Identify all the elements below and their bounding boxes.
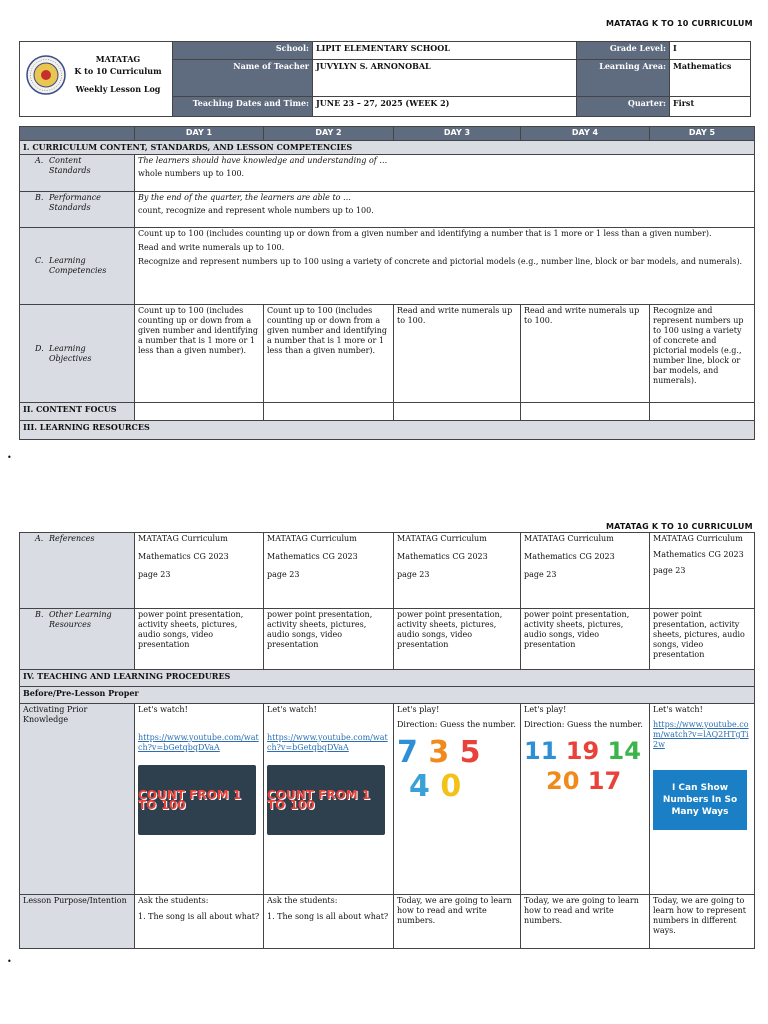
- area-value: Mathematics: [670, 60, 751, 97]
- activating-day-3: [394, 704, 521, 895]
- activating-direction: Direction: Guess the number.: [397, 720, 516, 729]
- digit-picture: [524, 736, 646, 796]
- deped-seal-icon: [26, 55, 66, 95]
- curriculum-label: MATATAG K TO 10 CURRICULUM: [606, 19, 753, 28]
- purpose-day-5: Today, we are going to learn how to represent numbers in different ways.: [650, 895, 755, 949]
- competency-item: Count up to 100 (includes counting up or down from a given number and identifying a number that is 1 more or 1 less than a given number).: [138, 229, 712, 238]
- video-link[interactable]: https://www.youtube.com/watch?v=lAQ2HTgTi2w: [653, 720, 749, 749]
- ref-line: MATATAG Curriculum: [397, 534, 487, 543]
- other-resources-day-2: power point presentation, activity sheets, pictures, audio songs, video presentation: [264, 609, 394, 670]
- purpose-day-4: Today, we are going to learn how to read and write numbers.: [521, 895, 650, 949]
- ref-line: MATATAG Curriculum: [267, 534, 357, 543]
- digit: 7: [397, 735, 418, 770]
- row-label: Other Learning Resources: [49, 610, 112, 629]
- activating-intro: Let's watch!: [653, 705, 703, 714]
- day-header-1: DAY 1: [135, 127, 264, 141]
- section-curriculum-heading: I. CURRICULUM CONTENT, STANDARDS, AND LESSON COMPETENCIES: [20, 141, 755, 155]
- row-label: Learning Objectives: [49, 343, 92, 363]
- content-standards-cell: [135, 155, 755, 192]
- before-lesson-heading: Before/Pre-Lesson Proper: [20, 687, 755, 704]
- activating-intro: Let's watch!: [138, 705, 188, 714]
- objective-day-2: Count up to 100 (includes counting up or down from a given number and identifying a number that is 1 more or 1 less than a given number).: [264, 305, 394, 403]
- purpose-line: Ask the students:: [267, 896, 338, 905]
- day-header-2: DAY 2: [264, 127, 394, 141]
- row-num: A.: [35, 156, 44, 165]
- row-label: Learning Competencies: [49, 256, 107, 275]
- teacher-label: Name of Teacher: [173, 60, 313, 97]
- other-resources-day-5: power point presentation, activity sheets, pictures, audio songs, video presentation: [650, 609, 755, 670]
- activating-day-5: [650, 704, 755, 895]
- day-header-3: DAY 3: [394, 127, 521, 141]
- content-focus-heading: II. CONTENT FOCUS: [20, 403, 135, 421]
- content-focus-day-1: [135, 403, 264, 421]
- logo-title-3: Weekly Lesson Log: [75, 84, 161, 94]
- row-num: D.: [35, 343, 44, 353]
- digit-picture: [397, 736, 517, 804]
- dates-label: Teaching Dates and Time:: [173, 97, 313, 117]
- video-link[interactable]: https://www.youtube.com/watch?v=bGetqbqDVaA: [267, 733, 388, 752]
- content-focus-day-4: [521, 403, 650, 421]
- content-focus-day-5: [650, 403, 755, 421]
- purpose-day-2: [264, 895, 394, 949]
- row-num: C.: [35, 256, 44, 265]
- digit: 20: [546, 767, 580, 795]
- other-resources-day-4: power point presentation, activity sheets, pictures, audio songs, video presentation: [521, 609, 650, 670]
- video-thumbnail: [138, 765, 256, 835]
- day-header-blank: [20, 127, 135, 141]
- row-label: References: [49, 534, 95, 543]
- thumbnail-text: I Can Show Numbers In So Many Ways: [662, 783, 738, 817]
- references-day-2: [264, 533, 394, 609]
- quarter-value: First: [670, 97, 751, 117]
- ref-line: Mathematics CG 2023: [397, 552, 488, 561]
- competency-item: Read and write numerals up to 100.: [138, 243, 285, 252]
- activating-day-2: [264, 704, 394, 895]
- dates-value: JUNE 23 – 27, 2025 (WEEK 2): [313, 97, 577, 117]
- activating-direction: Direction: Guess the number.: [524, 720, 643, 729]
- other-resources-day-1: power point presentation, activity sheets, pictures, audio songs, video presentation: [135, 609, 264, 670]
- digit: 3: [428, 735, 450, 770]
- references-label: [20, 533, 135, 609]
- ref-line: page 23: [653, 566, 686, 575]
- logo-title-2: K to 10 Curriculum: [74, 66, 162, 76]
- procedures-heading: IV. TEACHING AND LEARNING PROCEDURES: [20, 670, 755, 687]
- thumbnail-text: COUNT FROM 1 TO 100: [267, 788, 371, 812]
- content-focus-day-3: [394, 403, 521, 421]
- activating-day-1: [135, 704, 264, 895]
- row-num: A.: [35, 534, 44, 543]
- objectives-label: [20, 305, 135, 403]
- activating-day-4: [521, 704, 650, 895]
- ref-line: page 23: [397, 570, 430, 579]
- learning-resources-heading: III. LEARNING RESOURCES: [20, 421, 755, 440]
- logo-title-1: MATATAG: [95, 54, 141, 64]
- references-day-4: [521, 533, 650, 609]
- ref-line: MATATAG Curriculum: [524, 534, 614, 543]
- ref-line: page 23: [267, 570, 300, 579]
- content-standards-text: whole numbers up to 100.: [138, 169, 245, 178]
- competencies-label: [20, 228, 135, 305]
- curriculum-table: [19, 126, 755, 440]
- purpose-day-1: [135, 895, 264, 949]
- school-value: LIPIT ELEMENTARY SCHOOL: [313, 42, 577, 60]
- row-label: Content Standards: [49, 156, 91, 175]
- performance-standards-label: [20, 192, 135, 228]
- purpose-line: Ask the students:: [138, 896, 209, 905]
- purpose-line: 1. The song is all about what?: [267, 912, 389, 921]
- digit: 0: [440, 769, 462, 804]
- digit: 11: [524, 737, 558, 765]
- ref-line: page 23: [524, 570, 557, 579]
- ref-line: page 23: [138, 570, 171, 579]
- other-resources-label: [20, 609, 135, 670]
- curriculum-label-2: MATATAG K TO 10 CURRICULUM: [606, 522, 753, 531]
- purpose-line: 1. The song is all about what?: [138, 912, 260, 921]
- ref-line: MATATAG Curriculum: [138, 534, 228, 543]
- activating-intro: Let's play!: [524, 705, 567, 714]
- teacher-value: JUVYLYN S. ARNONOBAL: [313, 60, 577, 97]
- competencies-cell: [135, 228, 755, 305]
- performance-standards-intro: By the end of the quarter, the learners are able to …: [138, 193, 352, 202]
- activating-label: Activating Prior Knowledge: [20, 704, 135, 895]
- purpose-day-3: Today, we are going to learn how to read and write numbers.: [394, 895, 521, 949]
- digit: 17: [587, 767, 622, 795]
- digit: 19: [565, 737, 600, 765]
- ref-line: Mathematics CG 2023: [653, 550, 744, 559]
- competency-item: Recognize and represent numbers up to 100 using a variety of concrete and pictorial models (e.g., number line, block or bar models, and numerals).: [138, 257, 743, 266]
- day-header-5: DAY 5: [650, 127, 755, 141]
- objective-day-1: Count up to 100 (includes counting up or down from a given number and identifying a number that is 1 more or 1 less than a given number).: [135, 305, 264, 403]
- content-focus-day-2: [264, 403, 394, 421]
- other-resources-day-3: power point presentation, activity sheets, pictures, audio songs, video presentation: [394, 609, 521, 670]
- objective-day-5: Recognize and represent numbers up to 100 using a variety of concrete and pictorial models (e.g., number line, block or bar models, and numerals).: [650, 305, 755, 403]
- thumbnail-text: COUNT FROM 1 TO 100: [138, 788, 242, 812]
- digit: 14: [607, 737, 641, 765]
- row-label: Performance Standards: [49, 193, 101, 212]
- digit: 5: [459, 735, 481, 770]
- video-link[interactable]: https://www.youtube.com/watch?v=bGetqbqDVaA: [138, 733, 259, 752]
- school-info-table: [19, 41, 751, 117]
- ref-line: Mathematics CG 2023: [138, 552, 229, 561]
- objective-day-3: Read and write numerals up to 100.: [394, 305, 521, 403]
- activating-intro: Let's play!: [397, 705, 440, 714]
- school-label: School:: [173, 42, 313, 60]
- content-standards-intro: The learners should have knowledge and understanding of …: [138, 156, 388, 165]
- day-header-4: DAY 4: [521, 127, 650, 141]
- ref-line: Mathematics CG 2023: [524, 552, 615, 561]
- procedures-table: [19, 532, 755, 949]
- grade-value: I: [670, 42, 751, 60]
- page-bullet: •: [7, 957, 12, 966]
- references-day-1: [135, 533, 264, 609]
- logo-cell: [20, 42, 173, 117]
- performance-standards-text: count, recognize and represent whole numbers up to 100.: [138, 206, 374, 215]
- row-num: B.: [35, 193, 44, 202]
- digit: 4: [409, 769, 430, 804]
- activating-intro: Let's watch!: [267, 705, 317, 714]
- video-thumbnail: [653, 770, 747, 830]
- grade-label: Grade Level:: [577, 42, 670, 60]
- video-thumbnail: [267, 765, 385, 835]
- content-standards-label: [20, 155, 135, 192]
- quarter-label: Quarter:: [577, 97, 670, 117]
- area-label: Learning Area:: [577, 60, 670, 97]
- purpose-label: Lesson Purpose/Intention: [20, 895, 135, 949]
- page-bullet: •: [7, 453, 12, 462]
- references-day-5: [650, 533, 755, 609]
- objective-day-4: Read and write numerals up to 100.: [521, 305, 650, 403]
- ref-line: Mathematics CG 2023: [267, 552, 358, 561]
- ref-line: MATATAG Curriculum: [653, 534, 743, 543]
- references-day-3: [394, 533, 521, 609]
- performance-standards-cell: [135, 192, 755, 228]
- row-num: B.: [35, 610, 44, 619]
